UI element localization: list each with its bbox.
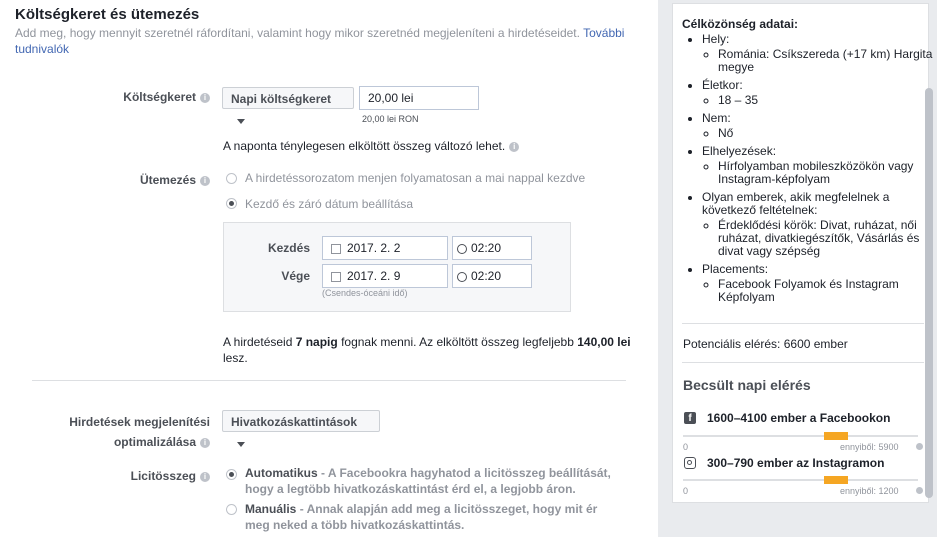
more-info-link[interactable]: További tudnivalók bbox=[15, 26, 625, 56]
option-dates-label[interactable]: Kezdő és záró dátum beállítása bbox=[245, 197, 414, 211]
timezone-note: (Csendes-óceáni idő) bbox=[322, 288, 408, 298]
info-icon[interactable] bbox=[916, 443, 923, 450]
radio-start-end-dates[interactable] bbox=[226, 198, 237, 209]
budget-type-dropdown[interactable]: Napi költségkeret bbox=[222, 87, 354, 109]
list-item: ◦ Érdeklődési körök: Divat, ruházat, női ruházat, divatkiegészítők, Vásárlás és divat vagy szépség bbox=[718, 219, 937, 258]
end-label: Vége bbox=[281, 269, 310, 283]
list-item: • Olyan emberek, akik megfelelnek a következő feltételnek: ◦ Érdeklődési körök: Divat, ruházat, női ruházat, divatkiegészítők, Vásárlás és divat vagy szépség bbox=[702, 191, 937, 258]
list-item: • Elhelyezések: ◦ Hírfolyamban mobileszközökön vagy Instagram-képfolyam bbox=[702, 145, 937, 186]
instagram-scale-max: ennyiből: 1200 bbox=[840, 486, 899, 496]
option-continuous-label[interactable]: A hirdetéssorozatom menjen folyamatosan a mai nappal kezdve bbox=[245, 171, 586, 185]
potential-reach: Potenciális elérés: 6600 ember bbox=[683, 337, 848, 351]
section-title: Költségkeret és ütemezés bbox=[15, 6, 200, 23]
divider bbox=[682, 323, 924, 324]
budget-note: A naponta ténylegesen elköltött összeg változó lehet. i bbox=[223, 139, 519, 153]
bid-automatic-label[interactable]: Automatikus - A Facebookra hagyhatod a licitösszeg beállítását, hogy a legtöbb hivatkozáskattintást érd el, a legjobb áron. bbox=[245, 466, 611, 496]
facebook-reach: 1600–4100 ember a Facebookon bbox=[707, 411, 891, 425]
info-icon[interactable]: i bbox=[200, 438, 210, 448]
start-label: Kezdés bbox=[267, 241, 310, 255]
info-icon[interactable]: i bbox=[200, 472, 210, 482]
bid-label: Licitösszeg i bbox=[90, 469, 210, 483]
list-item: ◦ 18 – 35 bbox=[718, 94, 937, 107]
section-subtitle: Add meg, hogy mennyit szeretnél ráfordítani, valamint hogy mikor szeretnéd megjeleníteni a hirdetéseidet. További tudnivalók bbox=[15, 26, 625, 56]
end-date-input[interactable]: 2017. 2. 9 bbox=[322, 264, 448, 288]
schedule-summary: A hirdetéseid 7 napig fognak menni. Az elköltött összeg legfeljebb 140,00 lei lesz. bbox=[223, 335, 631, 365]
list-item: • Nem: ◦ Nő bbox=[702, 112, 937, 140]
divider bbox=[682, 362, 924, 363]
start-time-input[interactable]: 02:20 bbox=[452, 236, 532, 260]
instagram-icon bbox=[684, 457, 696, 469]
instagram-scale-min: 0 bbox=[683, 486, 689, 496]
calendar-icon bbox=[331, 272, 341, 282]
list-item: • Életkor: ◦ 18 – 35 bbox=[702, 79, 937, 107]
audience-details-list bbox=[682, 33, 937, 309]
end-time-input[interactable]: 02:20 bbox=[452, 264, 532, 288]
facebook-reach-range bbox=[824, 432, 848, 440]
facebook-reach-bar bbox=[683, 435, 918, 437]
optimization-dropdown[interactable]: Hivatkozáskattintások bbox=[222, 410, 380, 432]
budget-label: Költségkeret i bbox=[90, 90, 210, 104]
instagram-reach-range bbox=[824, 476, 848, 484]
facebook-scale-max: ennyiből: 5900 bbox=[840, 442, 899, 452]
list-item: ◦ Facebook Folyamok és Instagram Képfolyam bbox=[718, 278, 937, 304]
bid-manual-label[interactable]: Manuális - Annak alapján add meg a licitösszeget, hogy mit ér meg neked a több hivatkozáskattintás. bbox=[245, 502, 598, 532]
chevron-down-icon bbox=[237, 442, 245, 447]
radio-continuous[interactable] bbox=[226, 173, 237, 184]
list-item: ◦ Románia: Csíkszereda (+17 km) Hargita megye bbox=[718, 48, 937, 74]
list-item: • Hely: ◦ Románia: Csíkszereda (+17 km) Hargita megye bbox=[702, 33, 937, 74]
clock-icon bbox=[457, 272, 467, 282]
divider bbox=[32, 380, 626, 381]
schedule-label: Ütemezés i bbox=[90, 173, 210, 187]
info-icon[interactable]: i bbox=[200, 176, 210, 186]
radio-bid-manual[interactable] bbox=[226, 504, 237, 515]
audience-title: Célközönség adatai: bbox=[682, 17, 799, 31]
chevron-down-icon bbox=[237, 119, 245, 124]
list-item: ◦ Nő bbox=[718, 127, 937, 140]
clock-icon bbox=[457, 244, 467, 254]
start-date-input[interactable]: 2017. 2. 2 bbox=[322, 236, 448, 260]
info-icon[interactable]: i bbox=[200, 93, 210, 103]
info-icon[interactable]: i bbox=[509, 142, 519, 152]
list-item: • Placements: ◦ Facebook Folyamok és Instagram Képfolyam bbox=[702, 263, 937, 304]
list-item: ◦ Hírfolyamban mobileszközökön vagy Instagram-képfolyam bbox=[718, 160, 937, 186]
optimization-label: Hirdetések megjelenítési optimalizálása i bbox=[69, 415, 210, 449]
facebook-scale-min: 0 bbox=[683, 442, 689, 452]
facebook-icon: f bbox=[684, 412, 696, 424]
instagram-reach: 300–790 ember az Instagramon bbox=[707, 456, 885, 470]
calendar-icon bbox=[331, 244, 341, 254]
radio-bid-automatic[interactable] bbox=[226, 469, 237, 480]
daily-reach-title: Becsült napi elérés bbox=[683, 377, 811, 393]
budget-amount-hint: 20,00 lei RON bbox=[362, 114, 419, 124]
instagram-reach-bar bbox=[683, 479, 918, 481]
budget-amount-input[interactable] bbox=[359, 86, 479, 110]
info-icon[interactable] bbox=[916, 487, 923, 494]
